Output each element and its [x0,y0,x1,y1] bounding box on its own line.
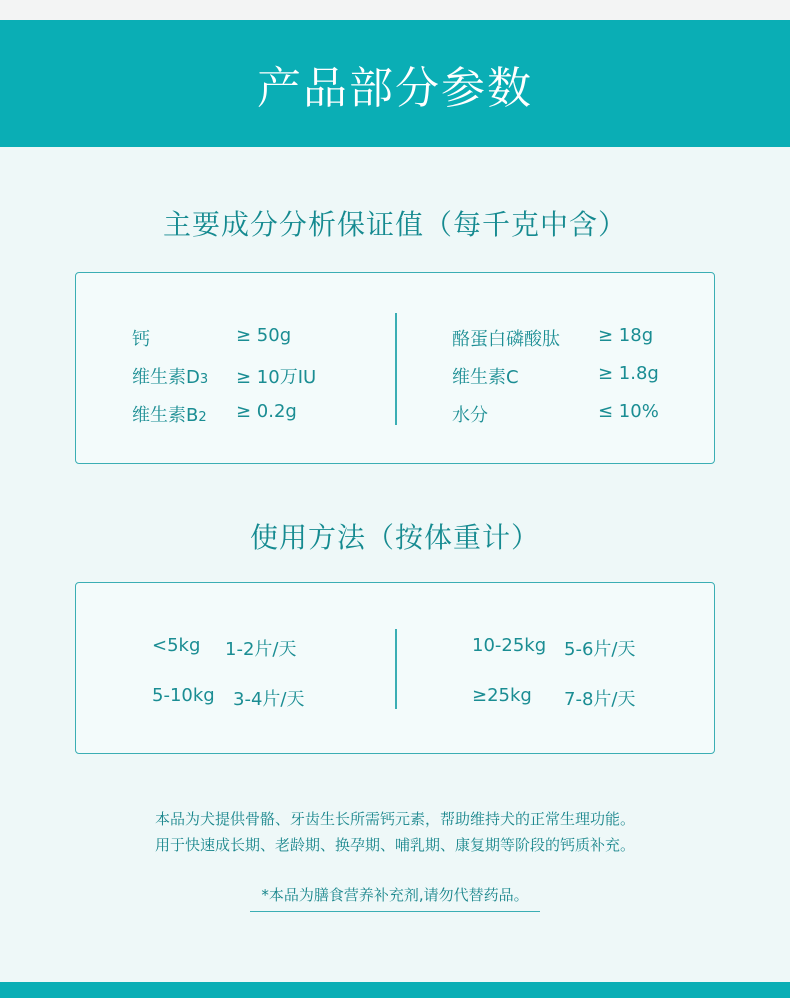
nutrient-value: ≤ 10% [598,401,659,422]
nutrient-name: 酪蛋白磷酸肽 [452,329,560,350]
weight-range: 5-10kg [152,685,215,706]
nutrient-name: 维生素D3 [132,367,209,388]
dose: 3-4片/天 [233,689,305,710]
dose: 7-8片/天 [564,689,636,710]
nutrient-name: 维生素B2 [132,405,207,426]
usage-panel [75,582,715,754]
nutrient-name: 维生素C [452,367,519,388]
top-strip [0,0,790,20]
usage-divider [395,629,397,709]
nutrient-value: ≥ 18g [598,325,654,346]
weight-range: 10-25kg [472,635,547,656]
dose: 5-6片/天 [564,639,636,660]
bottom-band [0,982,790,998]
weight-range: ≥25kg [472,685,532,706]
nutrient-value: ≥ 10万IU [236,367,317,388]
nutrient-name: 钙 [132,329,150,350]
nutrient-name: 水分 [452,405,488,426]
description-line-2: 用于快速成长期、老龄期、换孕期、哺乳期、康复期等阶段的钙质补充。 [154,836,635,854]
nutrient-value: ≥ 0.2g [236,401,297,422]
analysis-divider [395,313,397,425]
nutrient-value: ≥ 50g [236,325,292,346]
weight-range: <5kg [152,635,201,656]
header-banner [0,20,790,147]
analysis-title: 主要成分分析保证值（每千克中含） [162,208,627,241]
usage-title: 使用方法（按体重计） [249,521,540,554]
description-line-1: 本品为犬提供骨骼、牙齿生长所需钙元素，帮助维持犬的正常生理功能。 [154,810,635,828]
analysis-panel [75,272,715,464]
disclaimer-note: *本品为膳食营养补充剂,请勿代替药品。 [250,884,540,912]
page-title: 产品部分参数 [257,62,533,114]
nutrient-value: ≥ 1.8g [598,363,659,384]
dose: 1-2片/天 [225,639,297,660]
